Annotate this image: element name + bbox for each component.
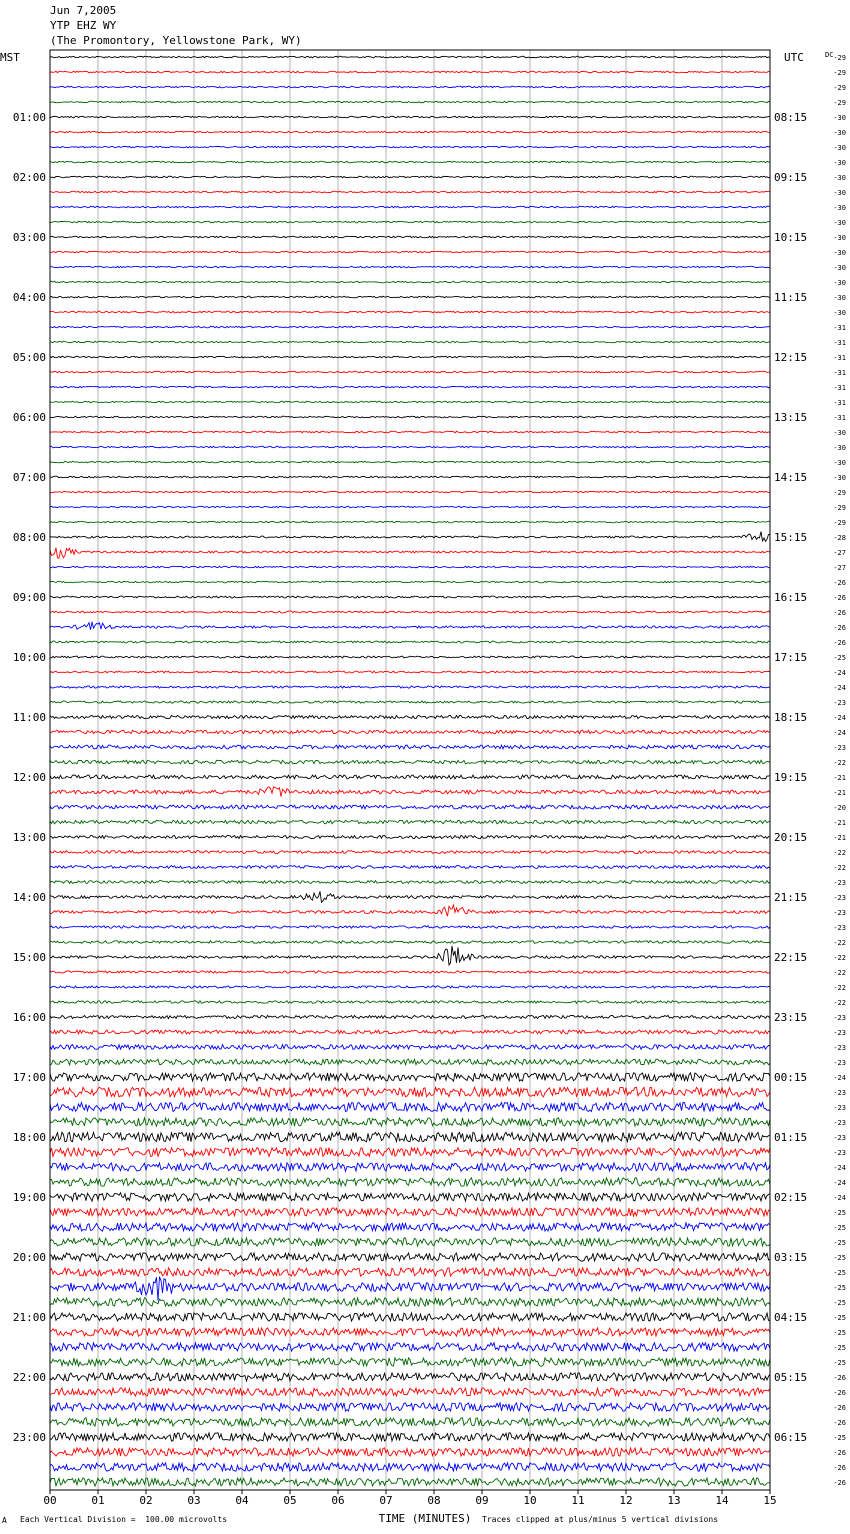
dc-offset-value: -21 <box>833 819 846 827</box>
mst-hour-label: 04:00 <box>12 291 46 304</box>
dc-offset-value: -30 <box>833 219 846 227</box>
x-tick-label: 14 <box>715 1494 729 1507</box>
x-tick-label: 11 <box>571 1494 585 1507</box>
dc-offset-value: -30 <box>833 249 846 257</box>
seismic-traces <box>50 56 770 1486</box>
trace-row-82 <box>50 1277 770 1301</box>
dc-offset-value: -30 <box>833 429 846 437</box>
trace-row-37 <box>50 611 770 613</box>
mst-hour-label: 19:00 <box>12 1191 46 1204</box>
mst-hour-label: 18:00 <box>12 1131 46 1144</box>
trace-row-45 <box>50 730 770 734</box>
trace-row-24 <box>50 416 770 418</box>
utc-hour-label: 10:15 <box>774 231 808 244</box>
dc-offset-value: -26 <box>833 1464 846 1472</box>
trace-row-6 <box>50 146 770 148</box>
utc-hour-label: 05:15 <box>774 1371 808 1384</box>
trace-row-68 <box>50 1073 770 1081</box>
dc-offset-value: -30 <box>833 174 846 182</box>
trace-row-12 <box>50 236 770 238</box>
dc-offset-value: -20 <box>833 804 846 812</box>
trace-row-46 <box>50 745 770 749</box>
x-axis-label: TIME (MINUTES) <box>378 1512 472 1525</box>
trace-row-23 <box>50 401 770 403</box>
dc-offset-value: -23 <box>833 1089 846 1097</box>
utc-hour-label: 03:15 <box>774 1251 808 1264</box>
mst-hour-label: 09:00 <box>12 591 46 604</box>
trace-row-33 <box>50 548 770 558</box>
dc-offset-value: -21 <box>833 834 846 842</box>
dc-offset-value: -31 <box>833 339 846 347</box>
station-code: YTP EHZ WY <box>50 19 117 32</box>
utc-hour-label: 15:15 <box>774 531 808 544</box>
dc-offset-value: -23 <box>833 1029 846 1037</box>
trace-row-85 <box>50 1328 770 1336</box>
dc-offset-value: -24 <box>833 669 846 677</box>
mst-hour-label: 10:00 <box>12 651 46 664</box>
trace-row-87 <box>50 1358 770 1366</box>
corner-mark: A <box>2 1516 7 1525</box>
mst-hour-label: 13:00 <box>12 831 46 844</box>
x-tick-label: 09 <box>475 1494 489 1507</box>
trace-row-9 <box>50 191 770 193</box>
x-tick-label: 04 <box>235 1494 249 1507</box>
trace-row-67 <box>50 1059 770 1065</box>
dc-offset-value: -26 <box>833 1449 846 1457</box>
utc-hour-label: 06:15 <box>774 1431 808 1444</box>
trace-row-80 <box>50 1253 770 1261</box>
trace-row-36 <box>50 596 770 598</box>
mst-hour-label: 01:00 <box>12 111 46 124</box>
dc-offset-value: -25 <box>833 1344 846 1352</box>
dc-offset-value: -23 <box>833 744 846 752</box>
dc-offset-value: -23 <box>833 909 846 917</box>
dc-offset-value: -30 <box>833 444 846 452</box>
dc-offset-value: -30 <box>833 129 846 137</box>
trace-row-88 <box>50 1373 770 1381</box>
trace-row-93 <box>50 1448 770 1456</box>
dc-offset-value: -23 <box>833 1014 846 1022</box>
trace-row-44 <box>50 715 770 718</box>
dc-offset-value: -29 <box>833 489 846 497</box>
trace-row-14 <box>50 266 770 268</box>
trace-row-76 <box>50 1193 770 1201</box>
trace-row-61 <box>50 971 770 973</box>
utc-hour-label: 22:15 <box>774 951 808 964</box>
trace-row-92 <box>50 1433 770 1441</box>
trace-row-75 <box>50 1178 770 1186</box>
trace-row-79 <box>50 1238 770 1246</box>
dc-offset-value: -29 <box>833 69 846 77</box>
x-tick-label: 10 <box>523 1494 537 1507</box>
trace-row-20 <box>50 356 770 358</box>
trace-row-27 <box>50 461 770 463</box>
trace-row-28 <box>50 476 770 478</box>
dc-offset-value: -23 <box>833 1119 846 1127</box>
mst-hour-label: 22:00 <box>12 1371 46 1384</box>
trace-row-2 <box>50 86 770 88</box>
mst-hour-label: 08:00 <box>12 531 46 544</box>
dc-offset-value: -31 <box>833 369 846 377</box>
utc-hour-label: 13:15 <box>774 411 808 424</box>
dc-offset-value: -23 <box>833 879 846 887</box>
dc-offset-value: -31 <box>833 399 846 407</box>
trace-row-59 <box>50 941 770 944</box>
utc-hour-label: 11:15 <box>774 291 808 304</box>
right-axis-label: UTC <box>784 51 804 64</box>
mst-hour-label: 17:00 <box>12 1071 46 1084</box>
trace-row-4 <box>50 116 770 118</box>
trace-row-63 <box>50 1001 770 1004</box>
dc-offset-value: -25 <box>833 1254 846 1262</box>
mst-hour-label: 03:00 <box>12 231 46 244</box>
dc-offset-value: -31 <box>833 354 846 362</box>
dc-offset-value: -22 <box>833 759 846 767</box>
dc-offset-value: -25 <box>833 1269 846 1277</box>
utc-hour-label: 04:15 <box>774 1311 808 1324</box>
trace-row-40 <box>50 656 770 658</box>
utc-hour-label: 02:15 <box>774 1191 808 1204</box>
trace-row-57 <box>50 905 770 916</box>
trace-row-32 <box>50 532 770 542</box>
utc-hour-label: 09:15 <box>774 171 808 184</box>
trace-row-22 <box>50 386 770 388</box>
utc-hour-label: 16:15 <box>774 591 808 604</box>
utc-hour-label: 21:15 <box>774 891 808 904</box>
trace-row-43 <box>50 701 770 703</box>
trace-row-86 <box>50 1343 770 1351</box>
dc-offset-value: -21 <box>833 789 846 797</box>
trace-row-35 <box>50 581 770 583</box>
trace-row-53 <box>50 851 770 854</box>
dc-offset-value: -26 <box>833 594 846 602</box>
x-ticks <box>43 1490 776 1507</box>
dc-offset-value: -25 <box>833 1314 846 1322</box>
trace-row-16 <box>50 296 770 298</box>
dc-offset-value: -23 <box>833 699 846 707</box>
mst-hour-label: 02:00 <box>12 171 46 184</box>
dc-offset-value: -22 <box>833 969 846 977</box>
dc-offset-value: -24 <box>833 1164 846 1172</box>
utc-hour-label: 00:15 <box>774 1071 808 1084</box>
x-tick-label: 12 <box>619 1494 633 1507</box>
dc-offset-value: -30 <box>833 159 846 167</box>
dc-offset-value: -25 <box>833 1209 846 1217</box>
dc-offset-value: -25 <box>833 1224 846 1232</box>
trace-row-56 <box>50 891 770 902</box>
trace-row-62 <box>50 986 770 988</box>
dc-offset-value: -22 <box>833 864 846 872</box>
trace-row-17 <box>50 311 770 313</box>
trace-row-65 <box>50 1030 770 1034</box>
trace-row-10 <box>50 206 770 208</box>
utc-hour-label: 23:15 <box>774 1011 808 1024</box>
dc-offset-value: -23 <box>833 1134 846 1142</box>
dc-offset-value: -23 <box>833 924 846 932</box>
dc-offset-value: -30 <box>833 114 846 122</box>
dc-offset-value: -29 <box>833 504 846 512</box>
mst-hour-label: 11:00 <box>12 711 46 724</box>
dc-offset-value: -26 <box>833 579 846 587</box>
trace-row-15 <box>50 281 770 283</box>
dc-offset-labels <box>833 54 846 1487</box>
trace-row-7 <box>50 161 770 163</box>
dc-offset-value: -25 <box>833 1239 846 1247</box>
trace-row-95 <box>50 1478 770 1486</box>
dc-offset-value: -23 <box>833 1149 846 1157</box>
trace-row-0 <box>50 56 770 58</box>
trace-row-1 <box>50 71 770 73</box>
trace-row-52 <box>50 835 770 838</box>
dc-offset-value: -23 <box>833 1044 846 1052</box>
dc-offset-value: -22 <box>833 999 846 1007</box>
dc-offset-value: -22 <box>833 849 846 857</box>
trace-row-18 <box>50 326 770 328</box>
mst-hour-label: 23:00 <box>12 1431 46 1444</box>
utc-hour-label: 20:15 <box>774 831 808 844</box>
trace-row-3 <box>50 101 770 103</box>
trace-row-94 <box>50 1463 770 1471</box>
trace-row-34 <box>50 566 770 568</box>
trace-row-5 <box>50 131 770 133</box>
dc-offset-value: -30 <box>833 474 846 482</box>
trace-row-77 <box>50 1208 770 1216</box>
clip-note: Traces clipped at plus/minus 5 vertical divisions <box>482 1515 719 1524</box>
trace-row-90 <box>50 1403 770 1411</box>
trace-row-66 <box>50 1045 770 1050</box>
plot-date: Jun 7,2005 <box>50 4 117 17</box>
dc-offset-value: -27 <box>833 564 846 572</box>
trace-row-11 <box>50 221 770 223</box>
dc-offset-value: -29 <box>833 519 846 527</box>
dc-offset-value: -25 <box>833 1284 846 1292</box>
trace-row-78 <box>50 1223 770 1231</box>
dc-offset-value: -22 <box>833 984 846 992</box>
trace-row-60 <box>50 946 770 965</box>
trace-row-30 <box>50 506 770 508</box>
trace-row-74 <box>50 1163 770 1171</box>
dc-offset-value: -26 <box>833 1389 846 1397</box>
x-tick-label: 07 <box>379 1494 393 1507</box>
dc-offset-value: -22 <box>833 939 846 947</box>
x-tick-label: 13 <box>667 1494 681 1507</box>
dc-offset-value: -30 <box>833 279 846 287</box>
trace-row-41 <box>50 671 770 673</box>
trace-row-26 <box>50 446 770 448</box>
trace-row-8 <box>50 176 770 178</box>
trace-row-19 <box>50 341 770 343</box>
utc-hour-label: 08:15 <box>774 111 808 124</box>
trace-row-73 <box>50 1148 770 1157</box>
dc-offset-value: -30 <box>833 144 846 152</box>
dc-offset-value: -26 <box>833 639 846 647</box>
trace-row-42 <box>50 686 770 688</box>
dc-offset-value: -25 <box>833 1329 846 1337</box>
station-location: (The Promontory, Yellowstone Park, WY) <box>50 34 302 47</box>
x-tick-label: 15 <box>763 1494 777 1507</box>
trace-row-91 <box>50 1418 770 1426</box>
mst-hour-label: 20:00 <box>12 1251 46 1264</box>
dc-offset-value: -29 <box>833 99 846 107</box>
trace-row-89 <box>50 1388 770 1396</box>
dc-offset-value: -27 <box>833 549 846 557</box>
trace-row-58 <box>50 926 770 929</box>
dc-offset-value: -21 <box>833 774 846 782</box>
dc-offset-value: -30 <box>833 189 846 197</box>
trace-row-39 <box>50 641 770 643</box>
utc-hour-label: 14:15 <box>774 471 808 484</box>
trace-row-49 <box>50 787 770 797</box>
trace-row-47 <box>50 760 770 764</box>
dc-offset-value: -24 <box>833 729 846 737</box>
left-axis-label: MST <box>0 51 20 64</box>
x-tick-label: 06 <box>331 1494 345 1507</box>
dc-offset-value: -26 <box>833 1404 846 1412</box>
mst-hour-label: 14:00 <box>12 891 46 904</box>
dc-offset-value: -25 <box>833 1434 846 1442</box>
trace-row-64 <box>50 1015 770 1018</box>
trace-row-38 <box>50 622 770 630</box>
x-tick-label: 01 <box>91 1494 105 1507</box>
x-tick-label: 08 <box>427 1494 441 1507</box>
mst-hour-label: 15:00 <box>12 951 46 964</box>
dc-offset-value: -24 <box>833 1074 846 1082</box>
mst-hour-label: 06:00 <box>12 411 46 424</box>
dc-offset-value: -29 <box>833 84 846 92</box>
dc-offset-value: -22 <box>833 954 846 962</box>
trace-row-48 <box>50 775 770 779</box>
scale-note: Each Vertical Division = 100.00 microvolts <box>20 1515 228 1524</box>
trace-row-29 <box>50 491 770 493</box>
dc-offset-value: -30 <box>833 204 846 212</box>
trace-row-25 <box>50 431 770 433</box>
dc-offset-value: -31 <box>833 324 846 332</box>
dc-offset-value: -23 <box>833 894 846 902</box>
dc-offset-value: -26 <box>833 609 846 617</box>
trace-row-51 <box>50 820 770 824</box>
trace-row-71 <box>50 1118 770 1126</box>
utc-hour-label: 17:15 <box>774 651 808 664</box>
dc-offset-value: -25 <box>833 1359 846 1367</box>
dc-offset-value: -30 <box>833 309 846 317</box>
dc-offset-value: -26 <box>833 1419 846 1427</box>
dc-offset-value: -30 <box>833 234 846 242</box>
utc-hour-label: 19:15 <box>774 771 808 784</box>
x-tick-label: 00 <box>43 1494 57 1507</box>
trace-row-13 <box>50 251 770 253</box>
dc-offset-value: -24 <box>833 1194 846 1202</box>
mst-hour-label: 07:00 <box>12 471 46 484</box>
utc-hour-label: 01:15 <box>774 1131 808 1144</box>
mst-hour-label: 12:00 <box>12 771 46 784</box>
trace-row-54 <box>50 866 770 869</box>
mst-hour-label: 05:00 <box>12 351 46 364</box>
x-tick-label: 02 <box>139 1494 153 1507</box>
trace-row-84 <box>50 1313 770 1321</box>
mst-hour-label: 21:00 <box>12 1311 46 1324</box>
trace-row-55 <box>50 881 770 884</box>
trace-row-50 <box>50 805 770 809</box>
dc-offset-value: -23 <box>833 1059 846 1067</box>
trace-row-21 <box>50 371 770 373</box>
mst-hour-label: 16:00 <box>12 1011 46 1024</box>
dc-offset-value: -29 <box>833 54 846 62</box>
dc-offset-value: -26 <box>833 1374 846 1382</box>
dc-offset-value: -30 <box>833 264 846 272</box>
dc-offset-value: -24 <box>833 1179 846 1187</box>
dc-offset-value: -31 <box>833 414 846 422</box>
dc-offset-value: -28 <box>833 534 846 542</box>
utc-hour-label: 12:15 <box>774 351 808 364</box>
dc-offset-value: -31 <box>833 384 846 392</box>
trace-row-81 <box>50 1268 770 1276</box>
dc-offset-value: -24 <box>833 684 846 692</box>
trace-row-69 <box>50 1087 770 1097</box>
utc-hour-label: 18:15 <box>774 711 808 724</box>
dc-label: DC <box>825 51 834 59</box>
x-tick-label: 05 <box>283 1494 297 1507</box>
trace-row-72 <box>50 1132 770 1142</box>
dc-offset-value: -26 <box>833 624 846 632</box>
dc-offset-value: -24 <box>833 714 846 722</box>
dc-offset-value: -23 <box>833 1104 846 1112</box>
dc-offset-value: -26 <box>833 1479 846 1487</box>
trace-row-31 <box>50 521 770 523</box>
x-tick-label: 03 <box>187 1494 201 1507</box>
dc-offset-value: -30 <box>833 294 846 302</box>
dc-offset-value: -25 <box>833 654 846 662</box>
trace-row-70 <box>50 1103 770 1112</box>
dc-offset-value: -25 <box>833 1299 846 1307</box>
dc-offset-value: -30 <box>833 459 846 467</box>
